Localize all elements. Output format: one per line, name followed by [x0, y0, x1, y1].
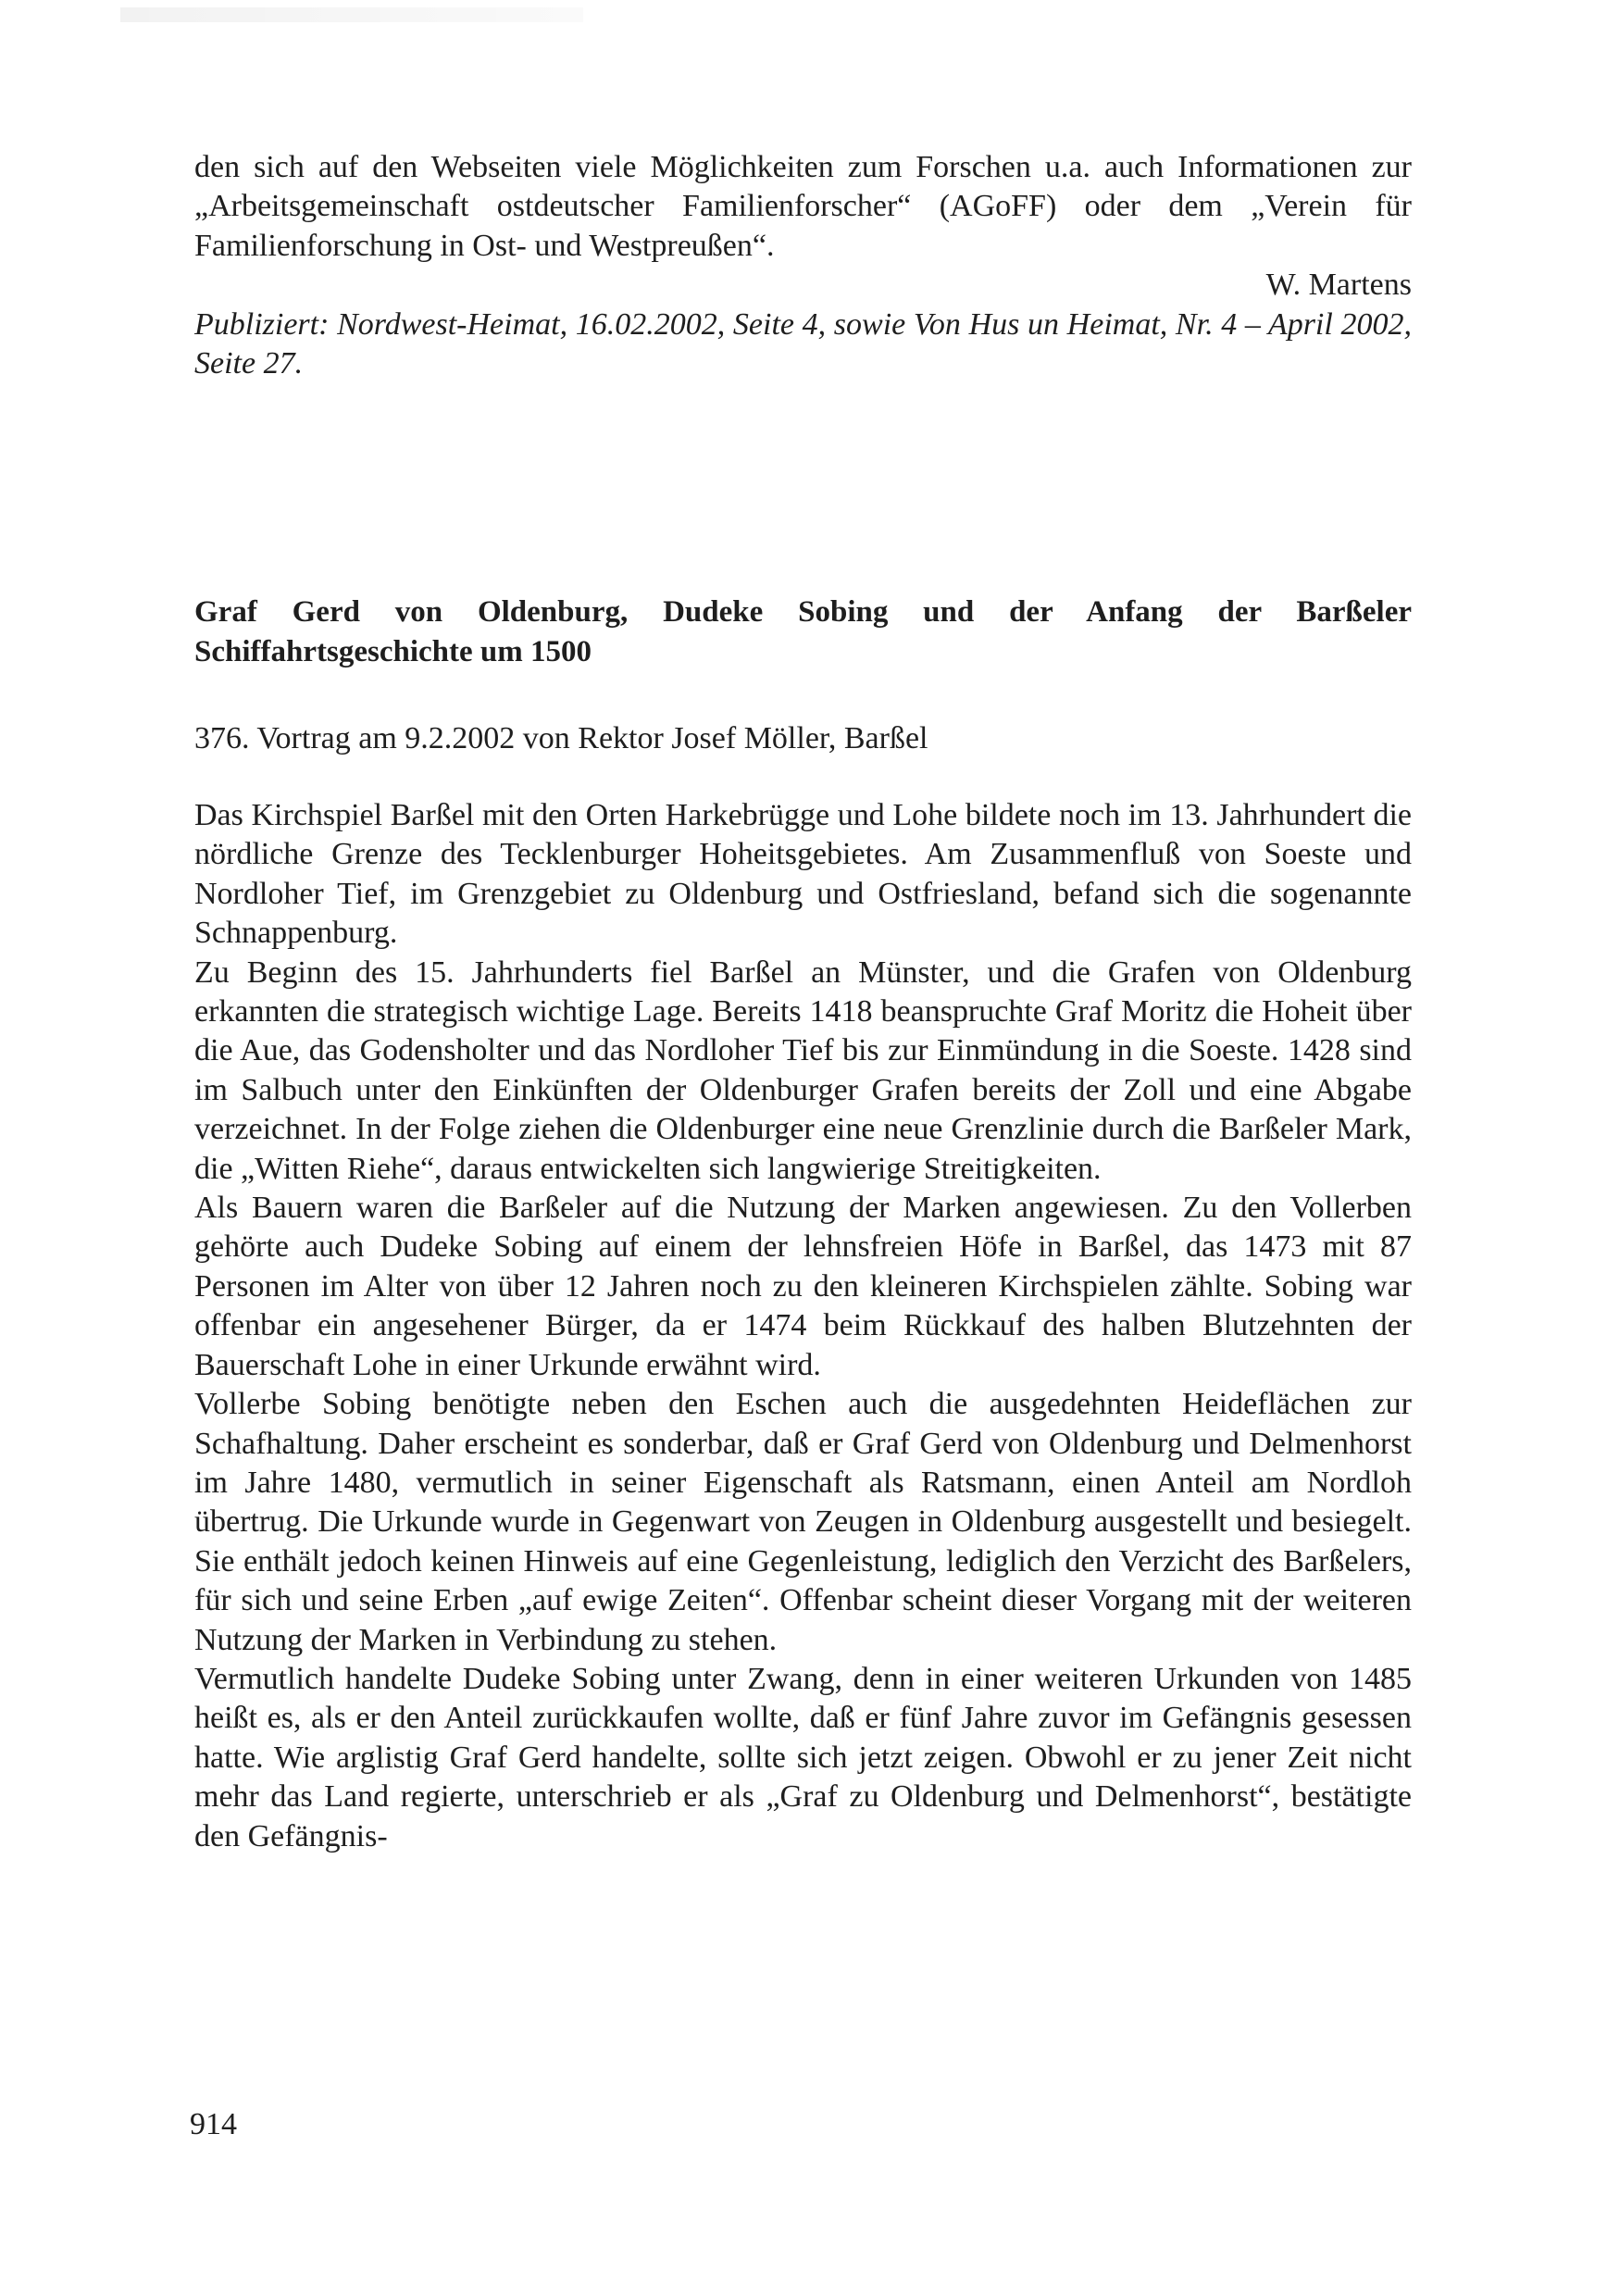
article-title: Graf Gerd von Oldenburg, Dudeke Sobing und der Anfang der Barßeler Schiffahrtsgeschichte um 1500: [194, 595, 1412, 668]
body-paragraph: Zu Beginn des 15. Jahrhunderts fiel Barßel an Münster, und die Grafen von Oldenburg erkannten die strategisch wichtige Lage. Bereits 1418 beanspruchte Graf Moritz die Hoheit über die Aue, das Godensholter und das Nordloher Tief bis zur Einmündung in die Soeste. 1428 sind im Salbuch unter den Einkünften der Oldenburger Grafen bereits der Zoll und eine Abgabe verzeichnet. In der Folge ziehen die Oldenburger eine neue Grenzlinie durch die Barßeler Mark, die „Witten Riehe“, daraus entwickelten sich langwierige Streitigkeiten.: [194, 955, 1412, 1186]
intro-block: [194, 148, 1412, 383]
page-number: 914: [190, 2107, 237, 2141]
body-paragraph: Das Kirchspiel Barßel mit den Orten Harkebrügge und Lohe bildete noch im 13. Jahrhundert die nördliche Grenze des Tecklenburger Hoheitsgebietes. Am Zusammenfluß von Soeste und Nordloher Tief, im Grenzgebiet zu Oldenburg und Ostfriesland, befand sich die sogenannte Schnappenburg.: [194, 798, 1412, 951]
lecture-info: 376. Vortrag am 9.2.2002 von Rektor Josef Möller, Barßel: [194, 721, 928, 755]
publication-note: Publiziert: Nordwest-Heimat, 16.02.2002, Seite 4, sowie Von Hus un Heimat, Nr. 4 – April 2002, Seite 27.: [194, 306, 1412, 381]
article-body: [194, 796, 1412, 1856]
body-paragraph: Als Bauern waren die Barßeler auf die Nutzung der Marken angewiesen. Zu den Vollerben gehörte auch Dudeke Sobing auf einem der lehnsfreien Höfe in Barßel, das 1473 mit 87 Personen im Alter von über 12 Jahren noch zu den kleineren Kirchspielen zählte. Sobing war offenbar ein angesehener Bürger, da er 1474 beim Rückkauf des halben Blutzehnten der Bauerschaft Lohe in einer Urkunde erwähnt wird.: [194, 1191, 1412, 1382]
body-paragraph: Vollerbe Sobing benötigte neben den Eschen auch die ausgedehnten Heideflächen zur Schafhaltung. Daher erscheint es sonderbar, daß er Graf Gerd von Oldenburg und Delmenhorst im Jahre 1480, vermutlich in seiner Eigenschaft als Ratsmann, einen Anteil am Nordloh übertrug. Die Urkunde wurde in Gegenwart von Zeugen in Oldenburg ausgestellt und besiegelt. Sie enthält jedoch keinen Hinweis auf eine Gegenleistung, lediglich den Verzicht des Barßelers, für sich und seine Erben „auf ewige Zeiten“. Offenbar scheint dieser Vorgang mit der weiteren Nutzung der Marken in Verbindung zu stehen.: [194, 1387, 1412, 1657]
body-paragraph: Vermutlich handelte Dudeke Sobing unter Zwang, denn in einer weiteren Urkunden von 1485 heißt es, als er den Anteil zurückkaufen wollte, daß er fünf Jahre zuvor im Gefängnis gesessen hatte. Wie arglistig Graf Gerd handelte, sollte sich jetzt zeigen. Obwohl er zu jener Zeit nicht mehr das Land regierte, unterschrieb er als „Graf zu Oldenburg und Delmenhorst“, bestätigte den Gefängnis-: [194, 1661, 1412, 1853]
intro-paragraph: den sich auf den Webseiten viele Möglichkeiten zum Forschen u.a. auch Informationen zur „Arbeitsgemeinschaft ostdeutscher Familienforscher“ (AGoFF) oder dem „Verein für Familienforschung in Ost- und Westpreußen“.: [194, 150, 1412, 263]
page-content: [194, 148, 1412, 1853]
scan-artifact: [120, 7, 583, 22]
author-signature: W. Martens: [1265, 268, 1412, 303]
